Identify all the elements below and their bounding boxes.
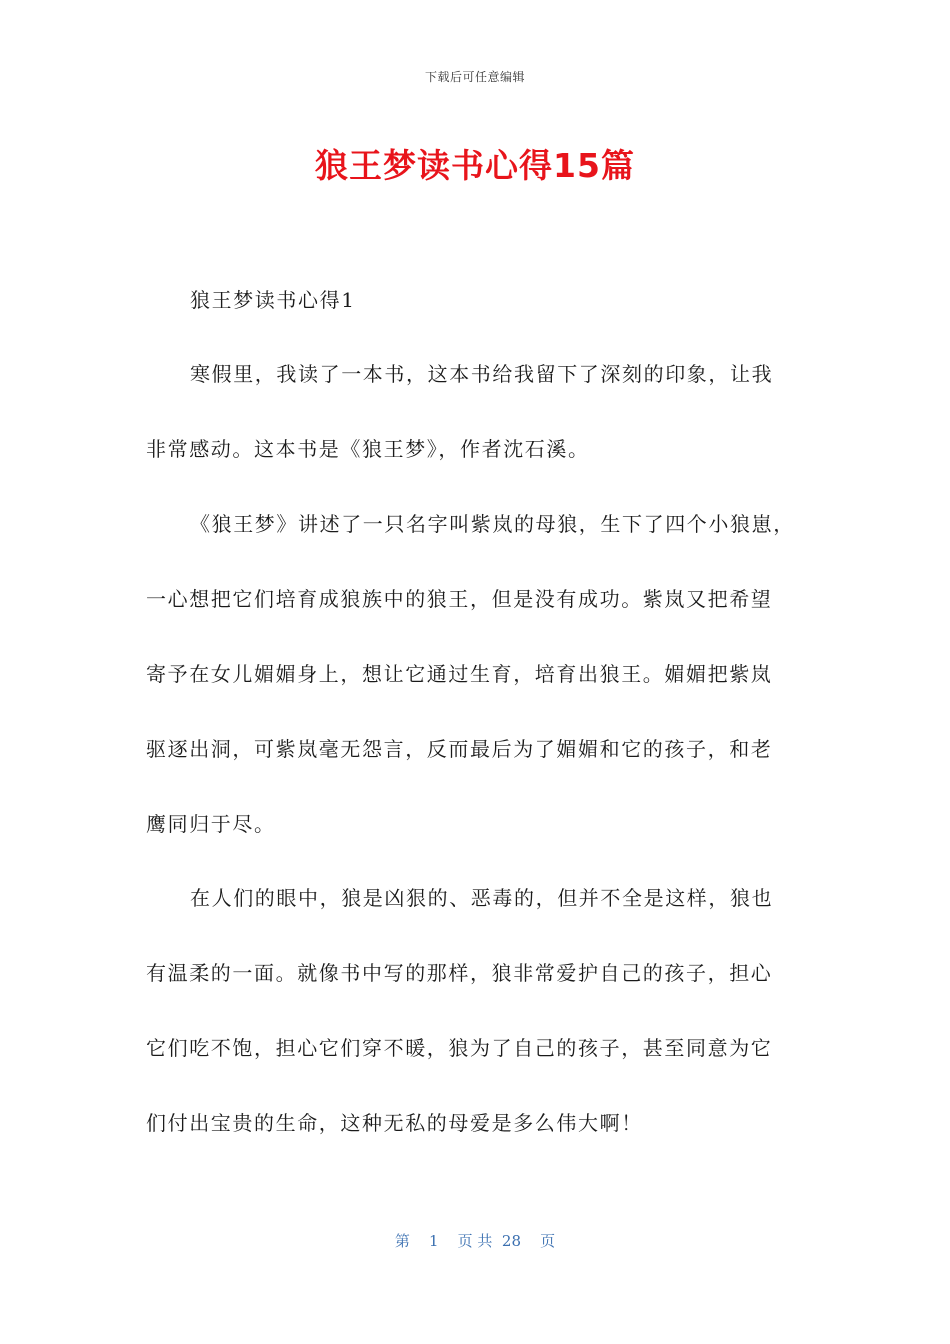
paragraph-line: 鹰同归于尽。 — [146, 812, 276, 836]
paragraph-line: 驱逐出洞，可紫岚毫无怨言，反而最后为了媚媚和它的孩子，和老 — [146, 737, 773, 761]
footer-total-pages: 28 — [501, 1232, 522, 1250]
paragraph-line: 一心想把它们培育成狼族中的狼王，但是没有成功。紫岚又把希望 — [146, 587, 773, 611]
paragraph-line: 们付出宝贵的生命，这种无私的母爱是多么伟大啊！ — [146, 1111, 643, 1135]
document-title: 狼王梦读书心得15篇 — [315, 146, 635, 185]
page-footer — [0, 1230, 950, 1251]
paragraph-line: 在人们的眼中，狼是凶狠的、恶毒的，但并不全是这样，狼也 — [190, 886, 774, 910]
footer-prefix: 第 — [394, 1232, 410, 1250]
paragraph-line: 《狼王梦》讲述了一只名字叫紫岚的母狼，生下了四个小狼崽， — [190, 512, 795, 536]
section-heading: 狼王梦读书心得1 — [190, 288, 356, 312]
paragraph-line: 有温柔的一面。就像书中写的那样，狼非常爱护自己的孩子，担心 — [146, 961, 773, 985]
header-note: 下载后可任意编辑 — [424, 70, 525, 84]
paragraph-line: 寒假里，我读了一本书，这本书给我留下了深刻的印象，让我 — [190, 362, 774, 386]
footer-suffix: 页 — [540, 1232, 556, 1250]
footer-middle: 页 共 — [457, 1232, 493, 1250]
paragraph-line: 寄予在女儿媚媚身上，想让它通过生育，培育出狼王。媚媚把紫岚 — [146, 662, 773, 686]
paragraph-line: 它们吃不饱，担心它们穿不暖，狼为了自己的孩子，甚至同意为它 — [146, 1036, 773, 1060]
paragraph-line: 非常感动。这本书是《狼王梦》，作者沈石溪。 — [146, 437, 590, 461]
footer-current-page: 1 — [428, 1232, 439, 1250]
